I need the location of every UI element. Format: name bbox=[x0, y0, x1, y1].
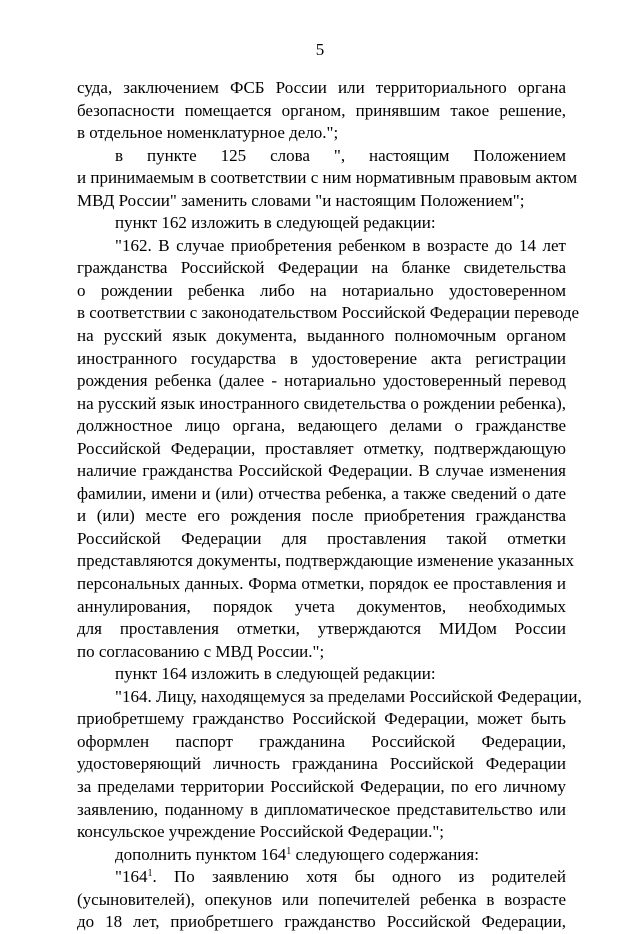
text-segment: дополнить пунктом 164 bbox=[115, 844, 287, 864]
text-line: фамилии, имени и (или) отчества ребенка, а также сведений о дате bbox=[77, 483, 566, 503]
text-line: о рождении ребенка либо на нотариально удостоверенном bbox=[77, 280, 566, 300]
text-line: иностранного государства в удостоверение акта регистрации bbox=[77, 348, 566, 368]
text-line: и принимаемым в соответствии с ним нормативным правовым актом bbox=[77, 168, 578, 188]
superscript: 1 bbox=[147, 868, 153, 880]
text-line: представляются документы, подтверждающие изменение указанных bbox=[77, 551, 575, 571]
text-line-with-superscript bbox=[77, 844, 566, 867]
text-line: персональных данных. Форма отметки, порядок ее проставления и bbox=[77, 574, 566, 594]
text-line: гражданства Российской Федерации на бланке свидетельства bbox=[77, 258, 566, 278]
page-number: 5 bbox=[315, 40, 325, 59]
text-line: консульское учреждение Российской Федерации."; bbox=[77, 822, 445, 842]
text-line: пункт 162 изложить в следующей редакции: bbox=[115, 213, 436, 233]
text-line: МВД России" заменить словами "и настоящим Положением"; bbox=[77, 190, 525, 210]
text-line: в отдельное номенклатурное дело."; bbox=[77, 123, 339, 143]
text-line: оформлен паспорт гражданина Российской Федерации, bbox=[77, 731, 566, 751]
text-line: на русский язык документа, выданного полномочным органом bbox=[77, 326, 566, 346]
text-line: удостоверяющий личность гражданина Российской Федерации bbox=[77, 754, 566, 774]
text-line-with-superscript bbox=[77, 866, 566, 889]
text-line: заявлению, поданному в дипломатическое представительство или bbox=[77, 799, 566, 819]
text-line: должностное лицо органа, ведающего делами о гражданстве bbox=[77, 416, 566, 436]
text-line: наличие гражданства Российской Федерации. В случае изменения bbox=[77, 461, 566, 481]
text-line: "164. Лицу, находящемуся за пределами Российской Федерации, bbox=[115, 686, 582, 706]
text-line: приобретшему гражданство Российской Федерации, может быть bbox=[77, 709, 566, 729]
text-segment: . По заявлению хотя бы одного из родителей bbox=[152, 867, 566, 887]
text-line: за пределами территории Российской Федерации, по его личному bbox=[77, 776, 566, 796]
text-line: безопасности помещается органом, принявшим такое решение, bbox=[77, 100, 566, 120]
text-segment: "164 bbox=[115, 867, 148, 887]
text-line: (усыновителей), опекунов или попечителей ребенка в возрасте bbox=[77, 889, 566, 909]
text-line: в соответствии с законодательством Российской Федерации переводе bbox=[77, 303, 580, 323]
text-line: по согласованию с МВД России."; bbox=[77, 641, 325, 661]
text-segment: следующего содержания: bbox=[291, 844, 479, 864]
text-line: до 18 лет, приобретшего гражданство Российской Федерации, bbox=[77, 912, 566, 932]
text-line: рождения ребенка (далее - нотариально удостоверенный перевод bbox=[77, 371, 566, 391]
text-line: для проставления отметки, утверждаются МИДом России bbox=[77, 619, 566, 639]
document-body bbox=[77, 77, 582, 934]
text-line: Российской Федерации, проставляет отметку, подтверждающую bbox=[77, 438, 566, 458]
text-line: и (или) месте его рождения после приобретения гражданства bbox=[77, 506, 566, 526]
superscript: 1 bbox=[286, 845, 292, 857]
text-line: пункт 164 изложить в следующей редакции: bbox=[115, 664, 436, 684]
text-line: на русский язык иностранного свидетельства о рождении ребенка), bbox=[77, 393, 566, 413]
text-line: суда, заключением ФСБ России или территориального органа bbox=[77, 78, 566, 97]
text-line: в пункте 125 слова ", настоящим Положением bbox=[115, 145, 566, 165]
text-line: Российской Федерации для проставления такой отметки bbox=[77, 528, 566, 548]
text-line: аннулирования, порядок учета документов, необходимых bbox=[77, 596, 566, 616]
text-line: "162. В случае приобретения ребенком в возрасте до 14 лет bbox=[115, 235, 566, 255]
